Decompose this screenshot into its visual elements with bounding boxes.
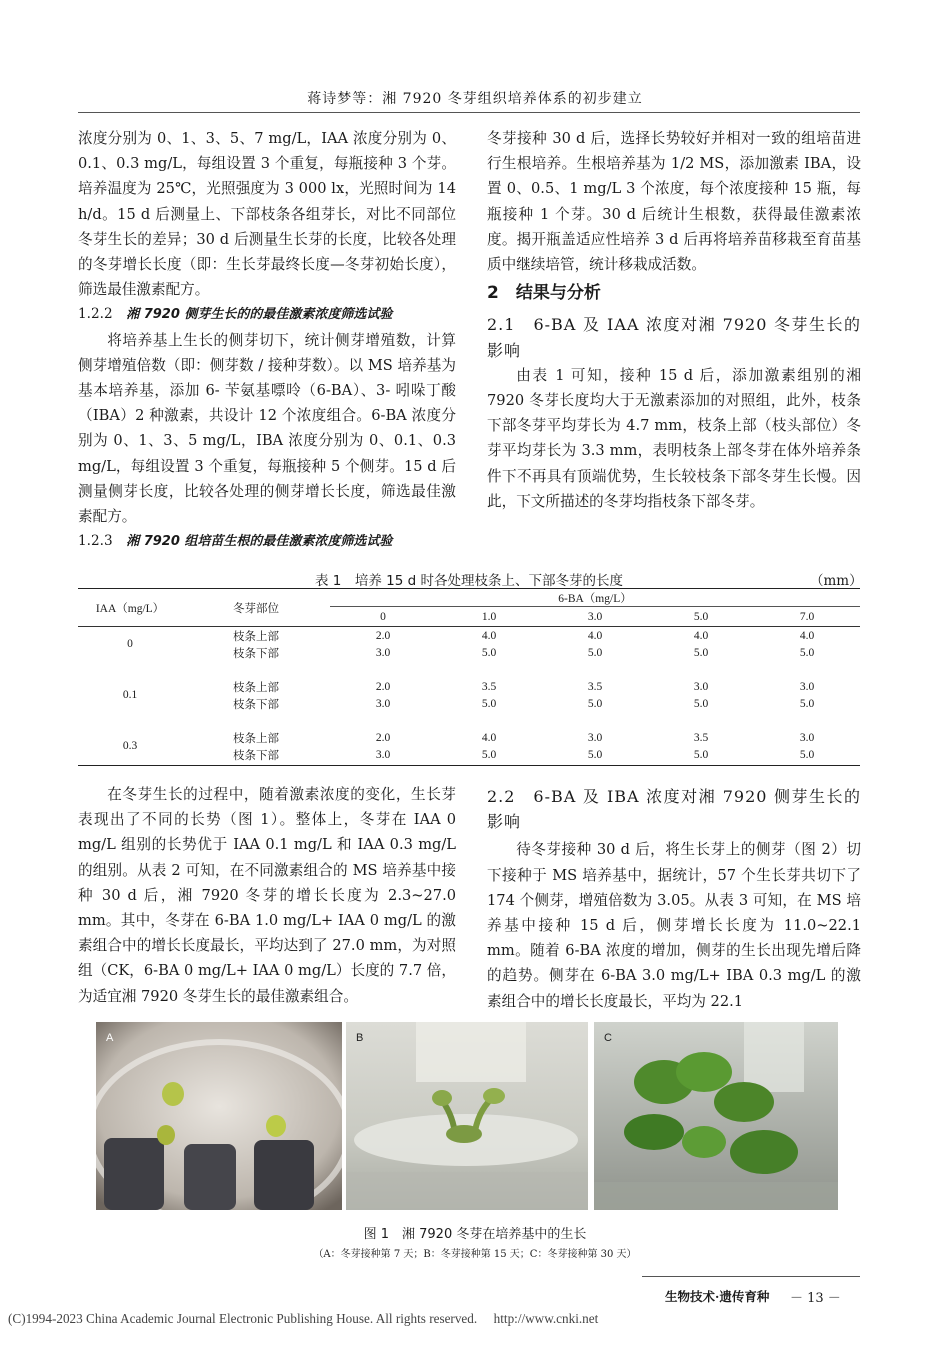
paragraph: 将培养基上生长的侧芽切下，统计侧芽增殖数，计算侧芽增殖倍数（即：侧芽数 / 接种芽数）。以 MS 培养基为基本培养基，添加 6- 苄氨基嘌呤（6-BA）、3- 吲哚丁酸（IBA）2 种激素，共设计 12 个浓度组合。6-BA 浓度分别为 0、1、3、5 mg/L，IBA 浓度分别为 0、0.1、0.3 mg/L，每组设置 3 个重复，每瓶接种 5 个侧芽。15 d 后测量侧芽长度，比较各处理的侧芽增长长度，筛选最佳激素配方。 [78, 331, 456, 526]
value-cell: 5.0 [693, 748, 709, 761]
running-title: 蒋诗梦等：湘 7920 冬芽组织培养体系的初步建立 [307, 91, 643, 107]
figure-panel-c [594, 1022, 838, 1210]
ba-level: 3.0 [587, 611, 603, 623]
section-number: 1.2.2 [78, 306, 113, 323]
value-cell: 2.0 [375, 731, 391, 744]
value-cell: 2.0 [375, 680, 391, 693]
value-cell: 3.0 [587, 731, 603, 744]
figure-panel-b [346, 1022, 588, 1210]
table-row [78, 695, 860, 712]
value-cell: 2.0 [375, 629, 391, 642]
data-table [78, 588, 860, 763]
photo-b [346, 1022, 588, 1210]
value-cell: 3.0 [375, 697, 391, 710]
value-cell: 4.0 [587, 629, 603, 642]
table-row [78, 729, 860, 746]
value-cell: 5.0 [481, 646, 497, 659]
paragraph: 待冬芽接种 30 d 后，将生长芽上的侧芽（图 2）切下接种于 MS 培养基中，据统计，57 个生长芽共切下了 174 个侧芽，增殖倍数为 3.05。从表 3 可知，在 MS 培养基中接种 15 d 后，侧芽增长长度为 11.0~22.1 mm。随着 6-BA 浓度的增加，侧芽的生长出现先增后降的趋势。侧芽在 6-BA 3.0 mg/L+ IBA 0.3 mg/L 的激素组合中的增长长度最长，平均为 22.1 [487, 841, 861, 1010]
paragraph: 由表 1 可知，接种 15 d 后，添加激素组别的湘 7920 冬芽长度均大于无激素添加的对照组，此外，枝条下部冬芽平均芽长为 4.7 mm，枝条上部（枝头部位）冬芽平均芽长为 3.3 mm，表明枝条上部冬芽在体外培养条件下不再具有顶端优势，生长较枝条下部冬芽生长慢。因此，下文所描述的冬芽均指枝条下部冬芽。 [487, 366, 861, 510]
section-heading-1-2-2 [78, 302, 456, 327]
panel-label: A [106, 1032, 114, 1044]
value-cell: 4.0 [481, 629, 497, 642]
section-heading-2: 2 结果与分析 [487, 283, 601, 304]
figure-subcaption: （A：冬芽接种第 7 天；B：冬芽接种第 15 天；C：冬芽接种第 30 天） [313, 1249, 637, 1260]
paragraph: 在冬芽生长的过程中，随着激素浓度的变化，生长芽表现出了不同的长势（图 1）。整体上，冬芽在 IAA 0 mg/L 组别的长势优于 IAA 0.1 mg/L 和 IAA 0.3 mg/L 的组别。从表 2 可知，在不同激素组合的 MS 培养基中接种 30 d 后，湘 7920 冬芽的增长长度为 2.3~27.0 mm。其中，冬芽在 6-BA 1.0 mg/L+ IAA 0 mg/L 的激素组合中的增长长度最长，平均达到了 27.0 mm，为对照组（CK，6-BA 0 mg/L+ IAA 0 mg/L）长度的 7.7 倍，为适宜湘 7920 冬芽生长的最佳激素组合。 [78, 786, 456, 1005]
value-cell: 3.5 [481, 680, 497, 693]
section-heading-2-2: 2.2 6-BA 及 IBA 浓度对湘 7920 侧芽生长的影响 [487, 787, 861, 832]
section-number: 1.2.3 [78, 533, 113, 550]
value-cell: 5.0 [799, 748, 815, 761]
value-cell: 3.0 [375, 748, 391, 761]
value-cell: 3.0 [799, 680, 815, 693]
part-cell: 枝条下部 [233, 647, 279, 660]
value-cell: 5.0 [481, 697, 497, 710]
value-cell: 5.0 [799, 697, 815, 710]
value-cell: 3.5 [587, 680, 603, 693]
value-cell: 5.0 [481, 748, 497, 761]
figure-panel-a [96, 1022, 342, 1210]
value-cell: 4.0 [693, 629, 709, 642]
table-row [78, 746, 860, 763]
paragraph: 浓度分别为 0、1、3、5、7 mg/L，IAA 浓度分别为 0、0.1、0.3 mg/L，每组设置 3 个重复，每瓶接种 3 个芽。培养温度为 25℃，光照强度为 3 000 lx，光照时间为 14 h/d。15 d 后测量上、下部枝条各组芽长，对比不同部位冬芽生长的差异；30 d 后测量生长芽的长度，比较各处理的冬芽增长长度（即：生长芽最终长度—冬芽初始长度），筛选最佳激素配方。 [78, 130, 456, 299]
value-cell: 3.5 [693, 731, 709, 744]
footer-rule [642, 1276, 860, 1277]
journal-name: 生物技术·遗传育种 [665, 1289, 770, 1304]
part-cell: 枝条上部 [233, 732, 279, 745]
value-cell: 3.0 [375, 646, 391, 659]
panel-label: B [356, 1032, 364, 1044]
section-heading-2-1: 2.1 6-BA 及 IAA 浓度对湘 7920 冬芽生长的影响 [487, 315, 861, 360]
table-row [78, 678, 860, 695]
header-iaa: IAA（mg/L） [95, 602, 165, 615]
value-cell: 5.0 [587, 646, 603, 659]
part-cell: 枝条下部 [233, 698, 279, 711]
section-title: 湘 7920 侧芽生长的的最佳激素浓度筛选试验 [126, 307, 393, 323]
part-cell: 枝条上部 [233, 630, 279, 643]
value-cell: 4.0 [799, 629, 815, 642]
table-caption: 表 1 培养 15 d 时各处理枝条上、下部冬芽的长度 [314, 573, 623, 589]
ba-level: 1.0 [481, 611, 497, 623]
section-heading-1-2-3 [78, 529, 456, 554]
ba-level: 5.0 [693, 611, 709, 623]
table-unit: （mm） [810, 573, 863, 589]
value-cell: 5.0 [799, 646, 815, 659]
left-column-bottom [78, 782, 456, 1009]
iaa-level: 0 [127, 638, 133, 650]
value-cell: 3.0 [799, 731, 815, 744]
right-column-top [487, 126, 861, 514]
photo-c [594, 1022, 838, 1210]
iaa-level: 0.1 [122, 689, 138, 701]
table-row [78, 644, 860, 661]
ba-level: 0 [380, 611, 386, 623]
photo-a [96, 1022, 342, 1210]
panel-label: C [604, 1032, 612, 1044]
value-cell: 3.0 [693, 680, 709, 693]
copyright-notice: (C)1994-2023 China Academic Journal Electronic Publishing House. All rights reserved. http://www.cnki.net [8, 1311, 599, 1326]
section-title: 湘 7920 组培苗生根的最佳激素浓度筛选试验 [126, 534, 393, 550]
value-cell: 5.0 [587, 697, 603, 710]
header-rule [78, 112, 860, 113]
part-cell: 枝条上部 [233, 681, 279, 694]
header-ba: 6-BA（mg/L） [558, 592, 632, 605]
ba-level: 7.0 [799, 611, 815, 623]
value-cell: 4.0 [481, 731, 497, 744]
value-cell: 5.0 [693, 646, 709, 659]
page-number: － 13 － [790, 1291, 841, 1306]
value-cell: 5.0 [693, 697, 709, 710]
iaa-level: 0.3 [122, 740, 138, 752]
table-bottom-rule [78, 765, 860, 766]
part-cell: 枝条下部 [233, 749, 279, 762]
table-row [78, 627, 860, 644]
left-column-top [78, 126, 456, 554]
figure-caption: 图 1 湘 7920 冬芽在培养基中的生长 [363, 1227, 587, 1242]
paragraph: 冬芽接种 30 d 后，选择长势较好并相对一致的组培苗进行生根培养。生根培养基为 1/2 MS，添加激素 IBA，设置 0、0.5、1 mg/L 3 个浓度，每个浓度接种 15 瓶，每瓶接种 1 个芽。30 d 后统计生根数，获得最佳激素浓度。揭开瓶盖适应性培养 3 d 后再将培养苗移栽至育苗基质中继续培管，统计移栽成活数。 [487, 130, 861, 274]
value-cell: 5.0 [587, 748, 603, 761]
right-column-bottom [487, 784, 861, 1014]
header-part: 冬芽部位 [233, 602, 279, 615]
